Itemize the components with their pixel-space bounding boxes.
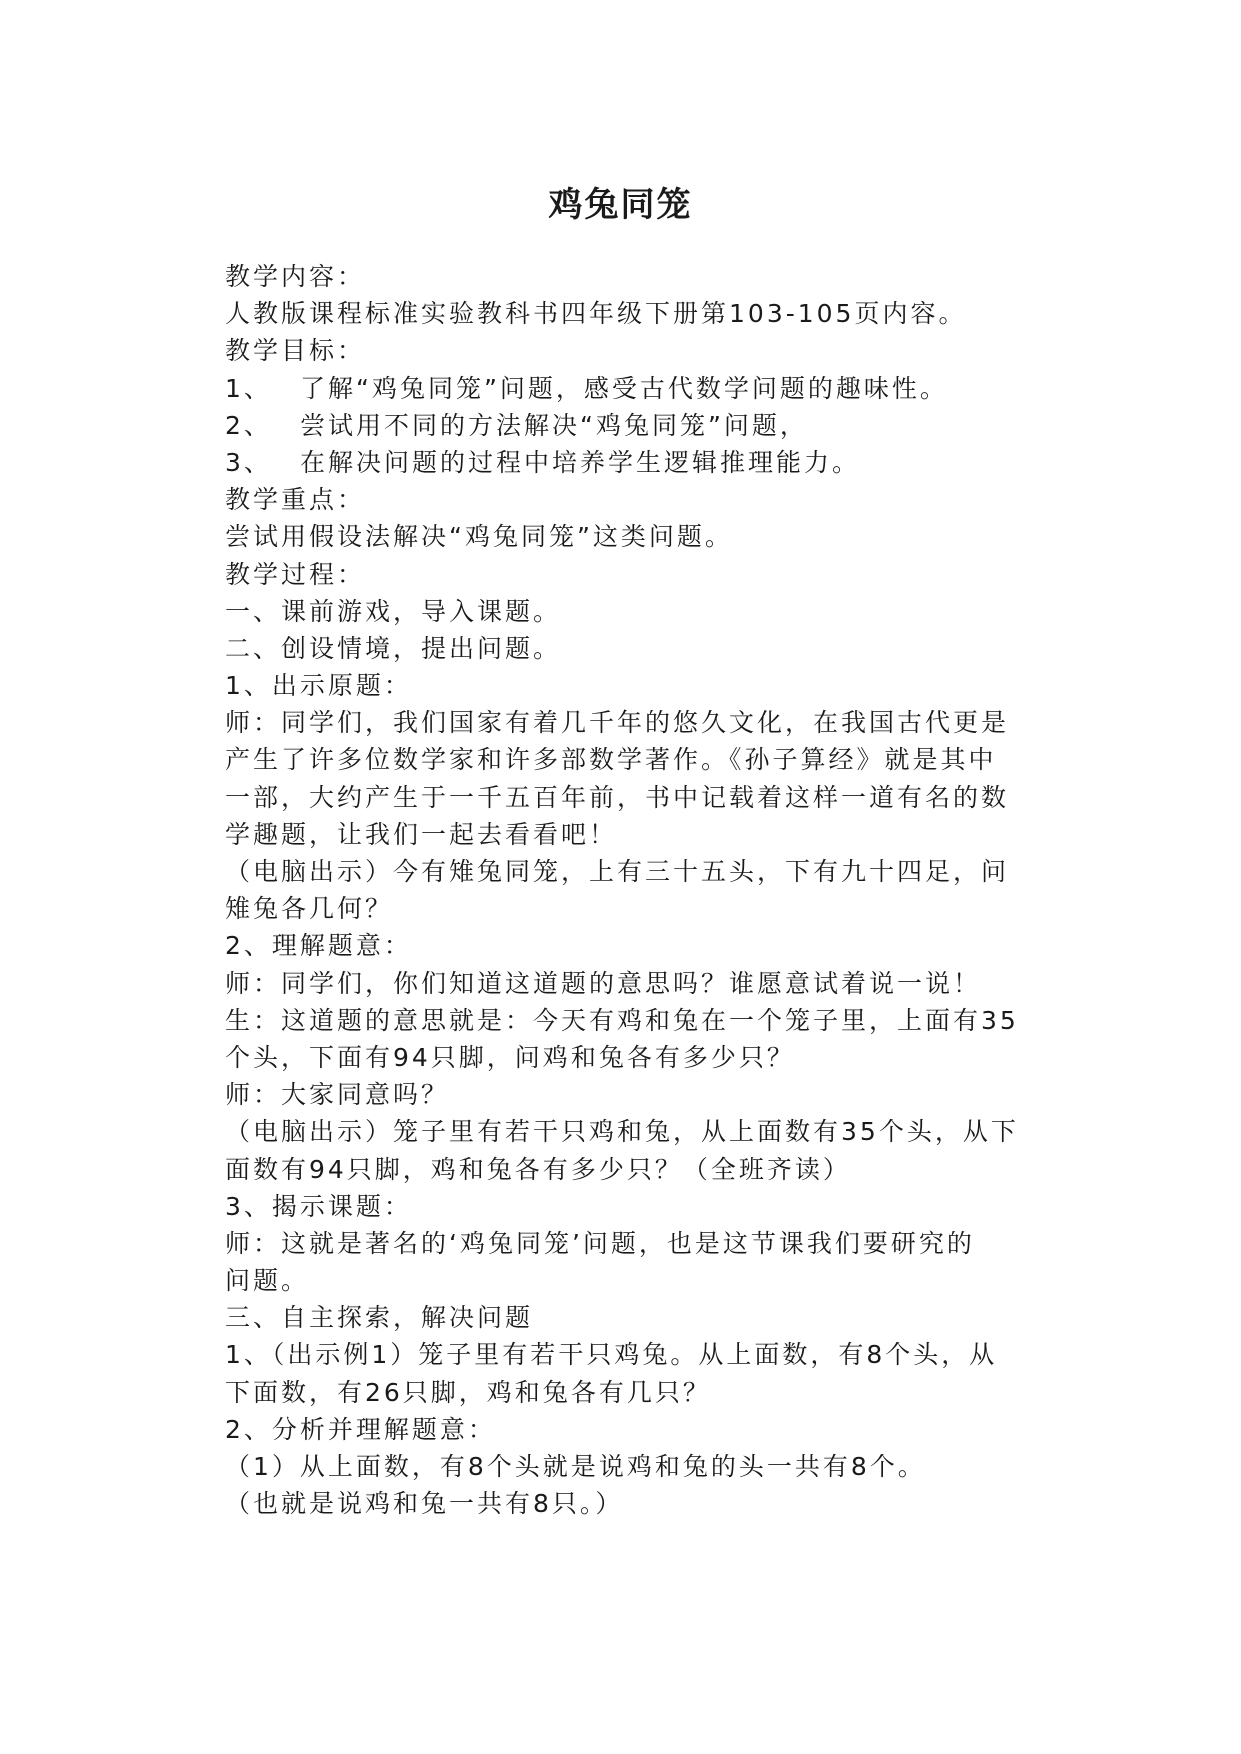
paragraph-line: 师：同学们，你们知道这道题的意思吗？谁愿意试着说一说！ [225,968,982,998]
paragraph-line: 面数有94只脚，鸡和兔各有多少只？（全班齐读） [225,1154,851,1184]
paragraph-line: 尝试用假设法解决“鸡兔同笼”这类问题。 [225,522,733,552]
objective-item [225,407,1045,444]
paragraph-line: 个头，下面有94只脚，问鸡和兔各有多少只？ [225,1042,795,1072]
paragraph-line: 1、出示原题： [225,671,412,701]
paragraph-line: 二、创设情境，提出问题。 [225,633,562,663]
paragraph-line: 3、揭示课题： [225,1191,412,1221]
paragraph-line: 产生了许多位数学家和许多部数学著作。《孙子算经》就是其中 [225,745,997,775]
document-title: 鸡兔同笼 [548,185,693,225]
section-heading: 教学过程： [225,559,366,589]
paragraph-line: （电脑出示）笼子里有若干只鸡和兔，从上面数有35个头，从下 [225,1117,1019,1147]
objective-item [225,370,1045,407]
paragraph-line: 下面数，有26只脚，鸡和兔各有几只？ [225,1377,711,1407]
objective-number: 2、 [225,410,272,440]
paragraph-line: 2、理解题意： [225,931,412,961]
paragraph-line: 一部，大约产生于一千五百年前，书中记载着这样一道有名的数 [225,782,1010,812]
paragraph-line: 学趣题，让我们一起去看看吧！ [225,819,618,849]
paragraph-line: 三、自主探索，解决问题 [225,1303,534,1333]
paragraph-line: 人教版课程标准实验教科书四年级下册第103-105页内容。 [225,299,967,329]
objective-number: 3、 [225,447,272,477]
paragraph-line: 问题。 [225,1266,310,1296]
paragraph-line: （1）从上面数，有8个头就是说鸡和兔的头一共有8个。 [225,1452,926,1481]
objective-text: 在解决问题的过程中培养学生逻辑推理能力。 [300,447,861,477]
paragraph-line: 师：同学们，我们国家有着几千年的悠久文化，在我国古代更是 [225,708,1010,738]
paragraph-line: 2、分析并理解题意： [225,1414,496,1444]
paragraph-line: （电脑出示）今有雉兔同笼，上有三十五头，下有九十四足，问 [225,857,1010,886]
objective-text: 了解“鸡兔同笼”问题，感受古代数学问题的趣味性。 [300,373,948,403]
paragraph-line: 雉兔各几何？ [225,894,394,924]
section-heading: 教学目标： [225,336,366,366]
objective-item [225,444,1045,481]
paragraph-line: 生：这道题的意思就是：今天有鸡和兔在一个笼子里，上面有35 [225,1005,1019,1035]
paragraph-line: 1、（出示例1）笼子里有若干只鸡兔。从上面数，有8个头，从 [225,1340,998,1370]
paragraph-line: （也就是说鸡和兔一共有8只。） [225,1489,624,1519]
paragraph-line: 师：大家同意吗？ [225,1080,450,1110]
section-heading: 教学内容： [225,262,366,291]
paragraph-line: 师：这就是著名的‘鸡兔同笼’问题，也是这节课我们要研究的 [225,1228,975,1258]
objective-text: 尝试用不同的方法解决“鸡兔同笼”问题， [300,410,808,440]
document-body [225,258,1045,1522]
section-heading: 教学重点： [225,485,366,515]
objective-number: 1、 [225,373,272,403]
paragraph-line: 一、课前游戏，导入课题。 [225,596,562,626]
